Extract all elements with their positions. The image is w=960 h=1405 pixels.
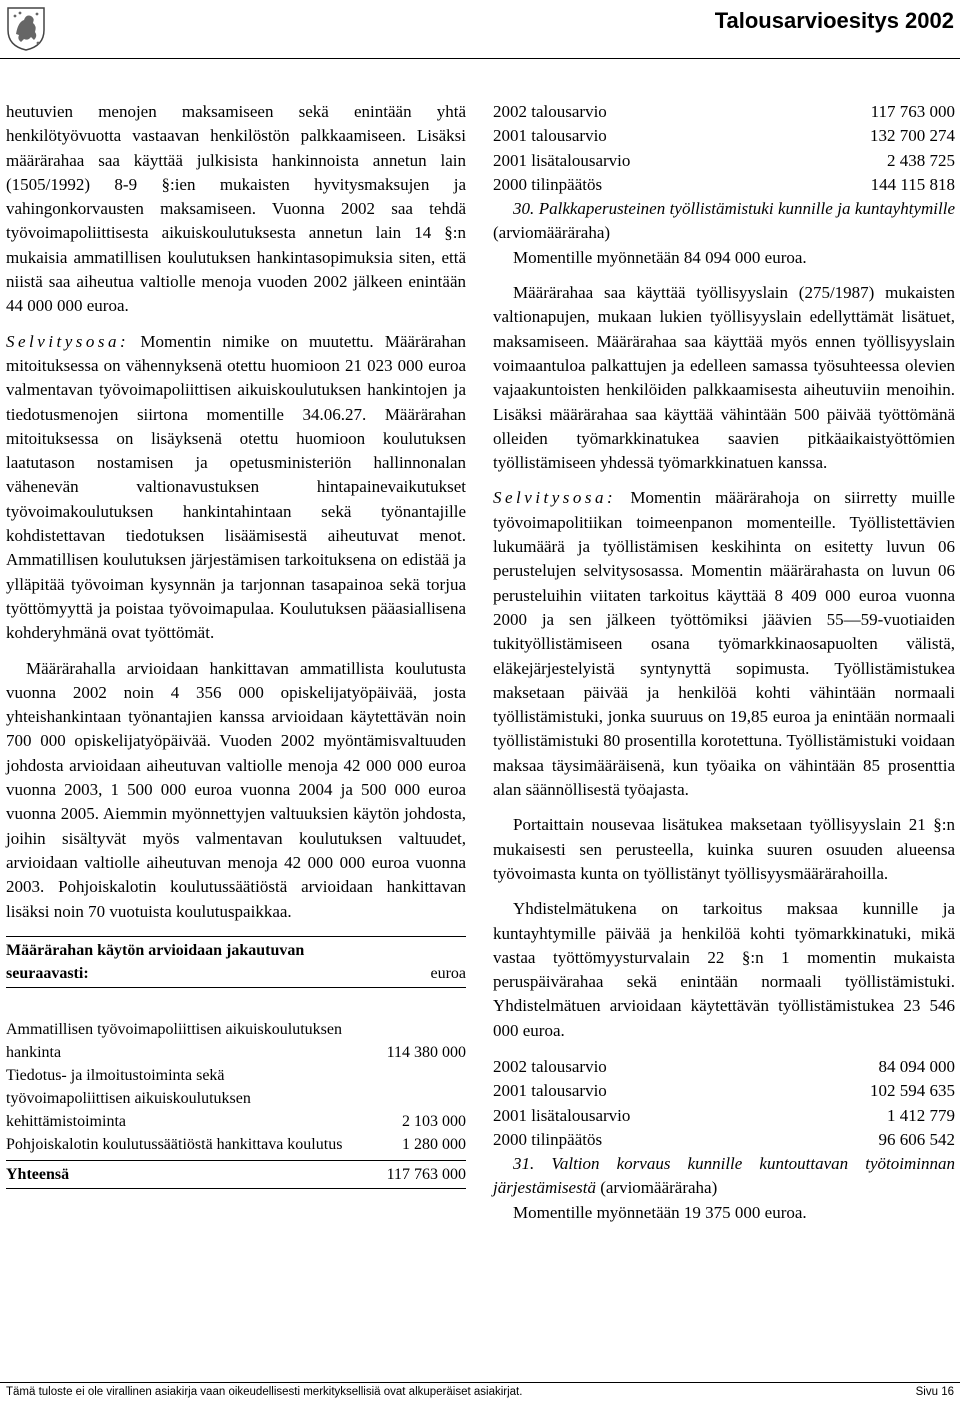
row-label: 2001 talousarvio (493, 1081, 607, 1101)
item-title: 31. Valtion korvaus kunnille kuntouttavan työtoiminnan järjestämisestä (493, 1154, 955, 1198)
budget-table (493, 100, 955, 197)
row-value: 1 412 779 (887, 1105, 955, 1125)
row-value: 132 700 274 (870, 126, 955, 146)
item-title: 30. Palkkaperusteinen työllistämistuki kunnille ja kuntayhtymille (513, 199, 955, 219)
item-type: (arviomääräraha) (493, 223, 611, 243)
left-column (6, 100, 466, 1189)
table-row (493, 1055, 955, 1079)
paragraph: Määrärahalla arvioidaan hankittavan ammatillista koulutusta vuonna 2002 noin 4 356 000 opiskelijatyöpäivää, josta yhteishankintaan työnantajien kanssa arvioidaan käytettävän noin 700 000 opiskelijatyöpäivää. Vuoden 2002 myöntämisvaltuuden johdosta arvioidaan aiheutuvan valtiolle menoja 42 000 000 euroa vuonna 2003, 1 500 000 euroa vuonna 2004 ja 500 000 euroa vuonna 2005. Aiemmin myönnettyjen valtuuksien käytön johdosta, joihin sisältyvät myös valmentavan koulutuksen valtuudet, arvioidaan valtiolle aiheutuvan menoja 42 000 000 euroa vuonna 2003. Pohjoiskalotin koulutussäätiöstä arvioidaan hankittavan lisäksi noin 70 vuotuista koulutuspaikkaa. (6, 658, 466, 921)
table-row (493, 149, 955, 173)
coat-of-arms-lion-logo (4, 4, 48, 52)
right-column (493, 100, 955, 1225)
table-row (493, 1128, 955, 1152)
footer (6, 1386, 954, 1398)
paragraph: Määrärahaa saa käyttää työllisyyslain (275/1987) mukaisten valtionapujen, mukaan lukien työllisyyslain edellyttämät lisätuet, maksamiseen. Määrärahaa saa käyttää myös ennen työllisyyslain voimaantuloa palkattujen ja edelleen samassa työsuhteessa olevien vajaakuntoisten henkilöiden palkkaamisesta aiheutuviin menoihin. Lisäksi määrärahaa saa käyttää vähintään 500 päivää työttömänä olleiden työmarkkinatukea saavien pitkäaikaistyöttömien työllistämiseen yhdessä työmarkkinatuen kanssa. (493, 283, 955, 473)
table-row (6, 1133, 466, 1156)
row-value: 2 438 725 (887, 150, 955, 170)
row-label: 2000 tilinpäätös (493, 174, 603, 194)
allocation-unit: euroa (430, 964, 466, 982)
row-label: 2000 tilinpäätös (493, 1129, 603, 1149)
allocation-table (6, 936, 466, 1189)
table-row (493, 173, 955, 197)
row-label: Ammatillisen työvoimapoliittisen aikuiskoulutuksen hankinta (6, 1020, 342, 1061)
grant-line: Momentille myönnetään 19 375 000 euroa. (513, 1202, 807, 1222)
row-value: 102 594 635 (870, 1081, 955, 1101)
table-row (6, 1018, 466, 1064)
document-title: Talousarvioesitys 2002 (714, 8, 954, 33)
paragraph: Yhdistelmätukena on tarkoitus maksaa kunnille ja kuntayhtymille päivää ja henkilöä kohti työmarkkinatuki, mikä vastaa työttömyysturvalain 22 §:n 1 momentin mukaista peruspäivärahaa sekä enintään normaali työllistämistuki. Yhdistelmätuen arvioidaan käytettävän työllistämistukea 23 546 000 euroa. (493, 899, 955, 1040)
paragraph-text: Momentin määrärahoja on siirretty muille työvoimapolitiikan toimeenpanon momenteille. Työllistettävien lukumäärä ja työllistämisen keskihinta on esitetty luvun 06 perustelujen selvitysosassa. Momentin määrärahasta on luvun 06 perusteluihin viitaten tarkoitus käyttää 8 409 000 euroa vuonna 2000 ja sen jälkeen työttömiksi jäävien 55—59-vuotiaiden tukityöllistämiseen osana työmarkkinaosapuolten välistä, eläkejärjestelyistä syntynyttä sopimusta. Työllistämistukea maksetaan päivää ja henkilöä kohti vähintään normaali työllistämistuki, jonka suuruus on 19,85 euroa ja enintään normaali työllistämistuki 80 prosentilla korotettuna. Työllistämistuki voidaan maksaa täysimääräisenä, kun työaika on vähintään 85 prosenttia alan säännöllisestä työajasta. (493, 488, 955, 800)
section-label: Selvitysosa: (6, 331, 130, 351)
page-number: Sivu 16 (915, 1386, 954, 1398)
item-heading (493, 197, 955, 246)
row-label: Tiedotus- ja ilmoitustoiminta sekä työvoimapoliittisen aikuiskoulutuksen kehittämistoiminta (6, 1066, 251, 1130)
row-label: 2001 lisätalousarvio (493, 150, 631, 170)
table-row (493, 100, 955, 124)
item-type: (arviomääräraha) (595, 1178, 718, 1198)
row-value: 117 763 000 (870, 102, 955, 121)
paragraph (493, 486, 955, 802)
row-value: 96 606 542 (878, 1129, 955, 1149)
budget-table (493, 1055, 955, 1152)
allocation-header (6, 936, 466, 988)
footer-rule (0, 1382, 960, 1383)
total-row (6, 1160, 466, 1189)
header-rule (0, 58, 960, 59)
row-value: 144 115 818 (870, 174, 955, 194)
paragraph: Portaittain nousevaa lisätukea maksetaan työllisyyslain 21 §:n mukaisesti sen perusteella, kuinka suuren osuuden alueensa työvoimasta kunta on työllistänyt työllisyysmäärärahoilla. (493, 815, 955, 883)
table-row (6, 1064, 466, 1133)
paragraph: heutuvien menojen maksamiseen sekä enintään yhtä henkilötyövuotta vastaavan henkilöstön palkkaamiseen. Lisäksi määrärahaa saa käyttää julkisista hankinnoista annetun lain (1505/1992) 8-9 §:ien mukaisten hyvitysmaksujen ja vahingonkorvausten maksamiseen. Vuonna 2002 saa tehdä työvoimapoliittisesta aikuiskoulutuksesta annetun lain 14 §:n mukaisia ammatillisen koulutuksen hankintasopimuksia siten, että niistä saa aiheutua valtiolle menoja vuoden 2002 jälkeen enintään 44 000 000 euroa. (6, 102, 466, 316)
row-label: 2001 lisätalousarvio (493, 1105, 631, 1125)
paragraph-text: Momentin nimike on muutettu. Määrärahan mitoituksessa on vähennyksenä otettu huomioon 21 023 000 euroa valmentavan työvoimapoliittisen aikuiskoulutuksen hankintojen ja tiedotusmenojen siirtona momentille 34.06.27. Määrärahan mitoituksessa on lisäyksenä otettu huomioon koulutuksen laatutason nostamisen ja opetusministeriön hallinnonalan vähenevän valtionavustuksen hintapainevaikutukset työvoimakoulutuksen hankintahintaan sekä työnantajille kohdistettavan tiedotuksen lisäämisestä aiheutuvat menot. Ammatillisen koulutuksen järjestämisen tarkoituksena on edistää ja ylläpitää työvoiman kysynnän ja tarjonnan tasapainoa sekä torjua työttömyyttä ja poistaa työvoimapulaa. Koulutuksen pääasiallisena kohderyhmänä ovat työttömät. (6, 331, 466, 643)
table-row (493, 124, 955, 148)
table-row (493, 1104, 955, 1128)
section-label: Selvitysosa: (493, 488, 617, 508)
row-value: 1 280 000 (402, 1135, 466, 1153)
row-label: 2001 talousarvio (493, 126, 607, 146)
row-label: 2002 talousarvio (493, 102, 607, 121)
grant-line: Momentille myönnetään 84 094 000 euroa. (513, 247, 807, 267)
row-label: 2002 talousarvio (493, 1056, 607, 1076)
paragraph (6, 330, 466, 646)
total-value: 117 763 000 (386, 1165, 466, 1183)
row-value: 2 103 000 (402, 1112, 466, 1130)
item-heading (493, 1152, 955, 1201)
row-value: 114 380 000 (386, 1043, 466, 1061)
table-row (493, 1079, 955, 1103)
row-label: Pohjoiskalotin koulutussäätiöstä hankittava koulutus (6, 1135, 343, 1153)
allocation-heading: Määrärahan käytön arvioidaan jakautuvan seuraavasti: (6, 941, 305, 982)
total-label: Yhteensä (6, 1165, 70, 1183)
row-value: 84 094 000 (878, 1056, 955, 1076)
footer-disclaimer: Tämä tuloste ei ole virallinen asiakirja vaan oikeudellisesti merkityksellisiä ovat alkuperäiset asiakirjat. (6, 1386, 523, 1398)
